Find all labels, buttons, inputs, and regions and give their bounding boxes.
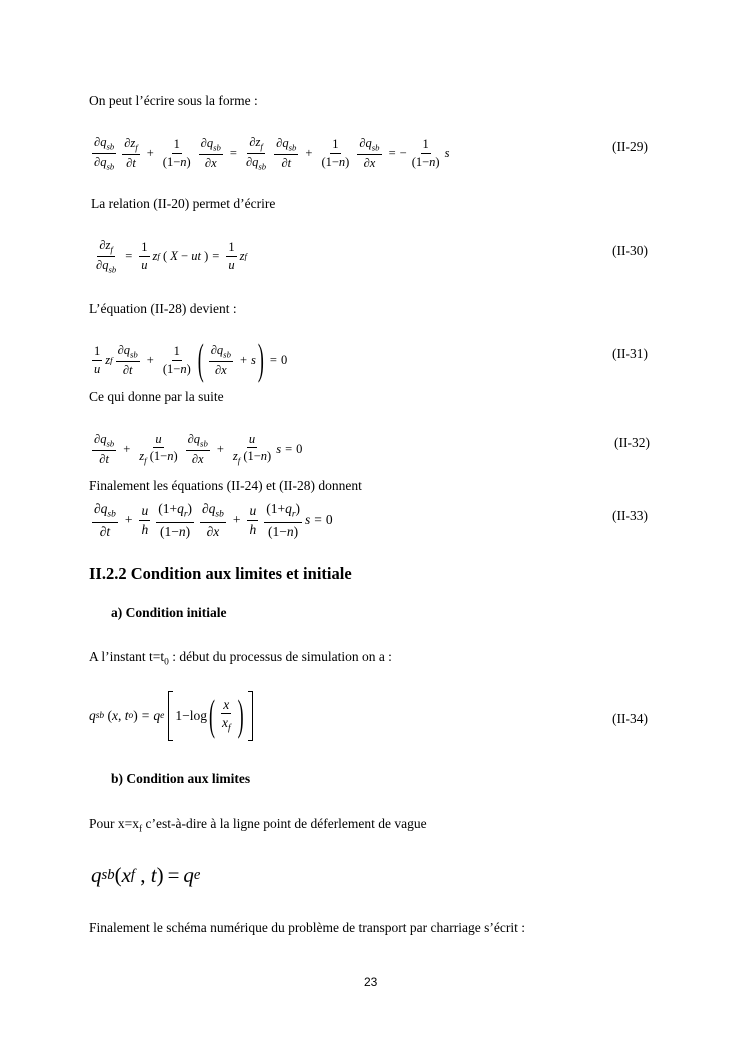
equation-number-29: (II-29): [612, 139, 648, 154]
initial-condition-text-post: : début du processus de simulation on a :: [168, 649, 392, 664]
equation-number-32: (II-32): [614, 435, 650, 450]
intro-text-32: Ce qui donne par la suite: [89, 389, 224, 404]
equation-ii-33: $\partial q_{sb}$ ∂t + $\frac{u}{h}$ $(1+q_r)$ (1−n) $\partial q_{sb}$ ∂x + $\frac{u}{h}$ $(1+q_r)$ (1−n) s = 0: [94, 500, 333, 539]
equation-number-33: (II-33): [612, 508, 648, 523]
subheading-initial-condition: a) Condition initiale: [111, 605, 227, 620]
intro-text-31: L’équation (II-28) devient :: [89, 301, 237, 316]
equation-ii-30: $\partial z_f$ $\partial q_{sb}$ = $\frac{1}{u}$ z f ( X − ut ) = $\frac{1}{u}$ z f: [96, 237, 247, 274]
equation-ii-29: $\partial q_{sb}$ $\partial q_{sb}$ $\partial z_f$ ∂t + $\frac{1}{(1-n)}$ $\partial q_{sb}$ ∂x = $\partial z_f$ $\partial q_{sb}$ $\partial q_{sb}$ ∂t + $\frac{1}{(1-n)}$ $\partial q_{sb}$ ∂x = − $\frac{1}{(1-n)}$ s: [94, 134, 450, 171]
intro-text-29: On peut l’écrire sous la forme :: [89, 93, 258, 108]
equation-number-31: (II-31): [612, 346, 648, 361]
boundary-condition-text-pre: Pour x=x: [89, 816, 139, 831]
section-heading: II.2.2 Condition aux limites et initiale: [89, 564, 352, 583]
equation-boundary: q sb ( x f , t ) = q e: [91, 862, 201, 887]
boundary-condition-text-sub: f: [139, 824, 143, 835]
final-text: Finalement le schéma numérique du problème de transport par charriage s’écrit :: [89, 920, 525, 935]
initial-condition-text: [89, 648, 392, 672]
initial-condition-text-pre: A l’instant t=t: [89, 649, 165, 664]
equation-ii-31: 1 u z f $\partial q_{sb}$ ∂t + $\frac{1}{(1-n)}$ ( $\partial q_{sb}$ ∂x + s ) = 0: [94, 334, 288, 383]
boundary-condition-text: [89, 815, 427, 839]
subheading-boundary-condition: b) Condition aux limites: [111, 771, 251, 786]
boundary-condition-text-post: c’est-à-dire à la ligne point de déferlement de vague: [142, 816, 427, 831]
equation-ii-32: $\partial q_{sb}$ ∂t + $\frac{u}{z_f (1-n)}$ $\partial q_{sb}$ ∂x + $\frac{u}{z_f (1-n)}$ s = 0: [94, 432, 303, 466]
equation-number-34: (II-34): [612, 711, 648, 726]
intro-text-30: La relation (II-20) permet d’écrire: [91, 196, 276, 211]
intro-text-33: Finalement les équations (II-24) et (II-28) donnent: [89, 478, 362, 493]
equation-number-30: (II-30): [612, 243, 648, 258]
page-number: 23: [364, 975, 378, 989]
initial-condition-text-sub: 0: [164, 657, 169, 668]
equation-ii-34: q sb ( x , t o ) = q e 1−log ( x $x_f$ ): [89, 690, 257, 742]
